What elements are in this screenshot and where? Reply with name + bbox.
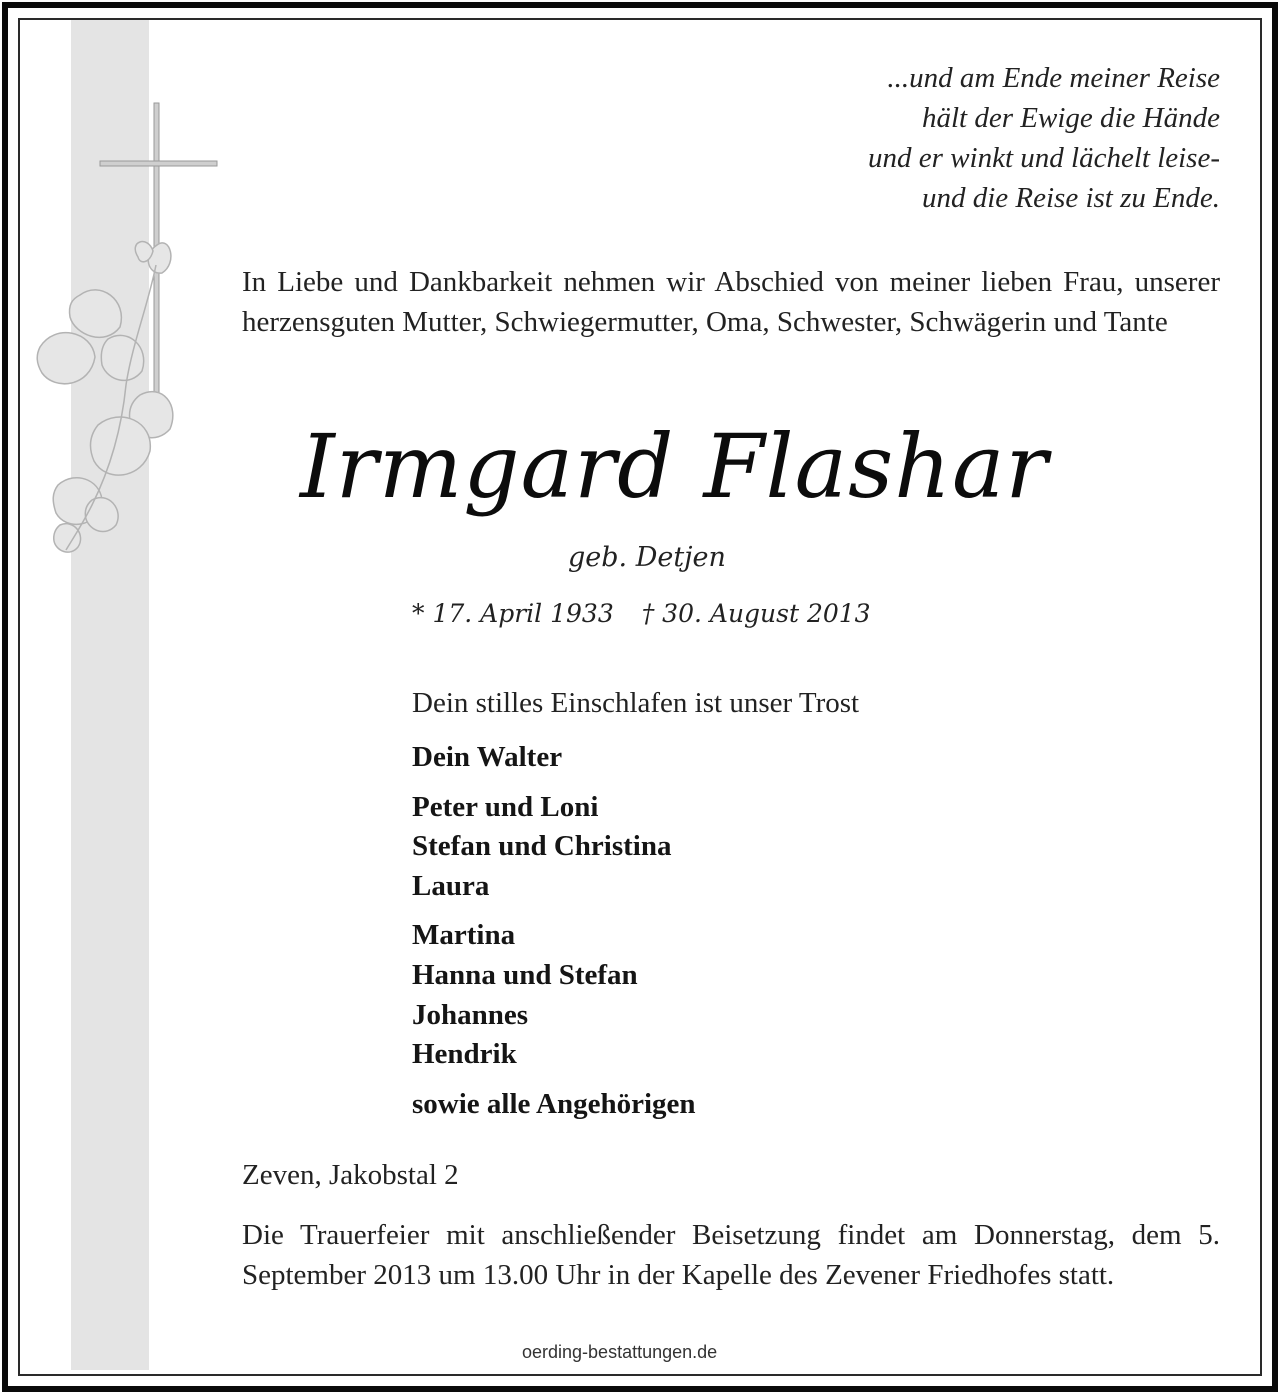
birth-date: * 17. April 1933 xyxy=(412,599,614,628)
poem-line: und die Reise ist zu Ende. xyxy=(921,182,1220,214)
family-member: Stefan und Christina xyxy=(412,830,672,863)
family-group xyxy=(412,916,696,1074)
cross-and-ivy-decoration xyxy=(20,95,230,575)
family-member: Hendrik xyxy=(412,1038,517,1071)
maiden-name: geb. Detjen xyxy=(568,542,726,573)
service-details: Die Trauerfeier mit anschließender Beisetzung findet am Donnerstag, dem 5. September 2013 um 13.00 Uhr in der Kapelle des Zevener Friedhofes statt. xyxy=(242,1219,1220,1291)
source-link[interactable]: oerding-bestattungen.de xyxy=(522,1342,718,1362)
family-member: sowie alle Angehörigen xyxy=(412,1087,696,1120)
family-member: Martina xyxy=(412,919,516,952)
family-member: Peter und Loni xyxy=(412,790,599,823)
ivy-leaves-icon xyxy=(37,242,173,553)
address: Zeven, Jakobstal 2 xyxy=(242,1159,459,1191)
family-group xyxy=(412,738,696,778)
poem-line: und er winkt und lächelt leise- xyxy=(868,142,1220,174)
consolation-line: Dein stilles Einschlafen ist unser Trost xyxy=(412,687,860,719)
family-member: Dein Walter xyxy=(412,741,563,773)
poem xyxy=(660,58,1220,218)
family-member: Johannes xyxy=(412,998,529,1031)
poem-line: ...und am Ende meiner Reise xyxy=(887,62,1220,94)
poem-line: hält der Ewige die Hände xyxy=(921,102,1220,134)
life-dates xyxy=(412,594,871,634)
family-group xyxy=(412,788,696,907)
death-date: † 30. August 2013 xyxy=(641,599,871,628)
deceased-name: Irmgard Flashar xyxy=(300,415,1049,518)
family-member: Laura xyxy=(412,869,490,902)
family-member: Hanna und Stefan xyxy=(412,958,638,991)
family-group xyxy=(412,1085,696,1125)
intro-text: In Liebe und Dankbarkeit nehmen wir Abschied von meiner lieben Frau, unserer herzensguten Mutter, Schwiegermutter, Oma, Schwester, Schwägerin und Tante xyxy=(242,266,1220,338)
family-list xyxy=(412,738,696,1124)
